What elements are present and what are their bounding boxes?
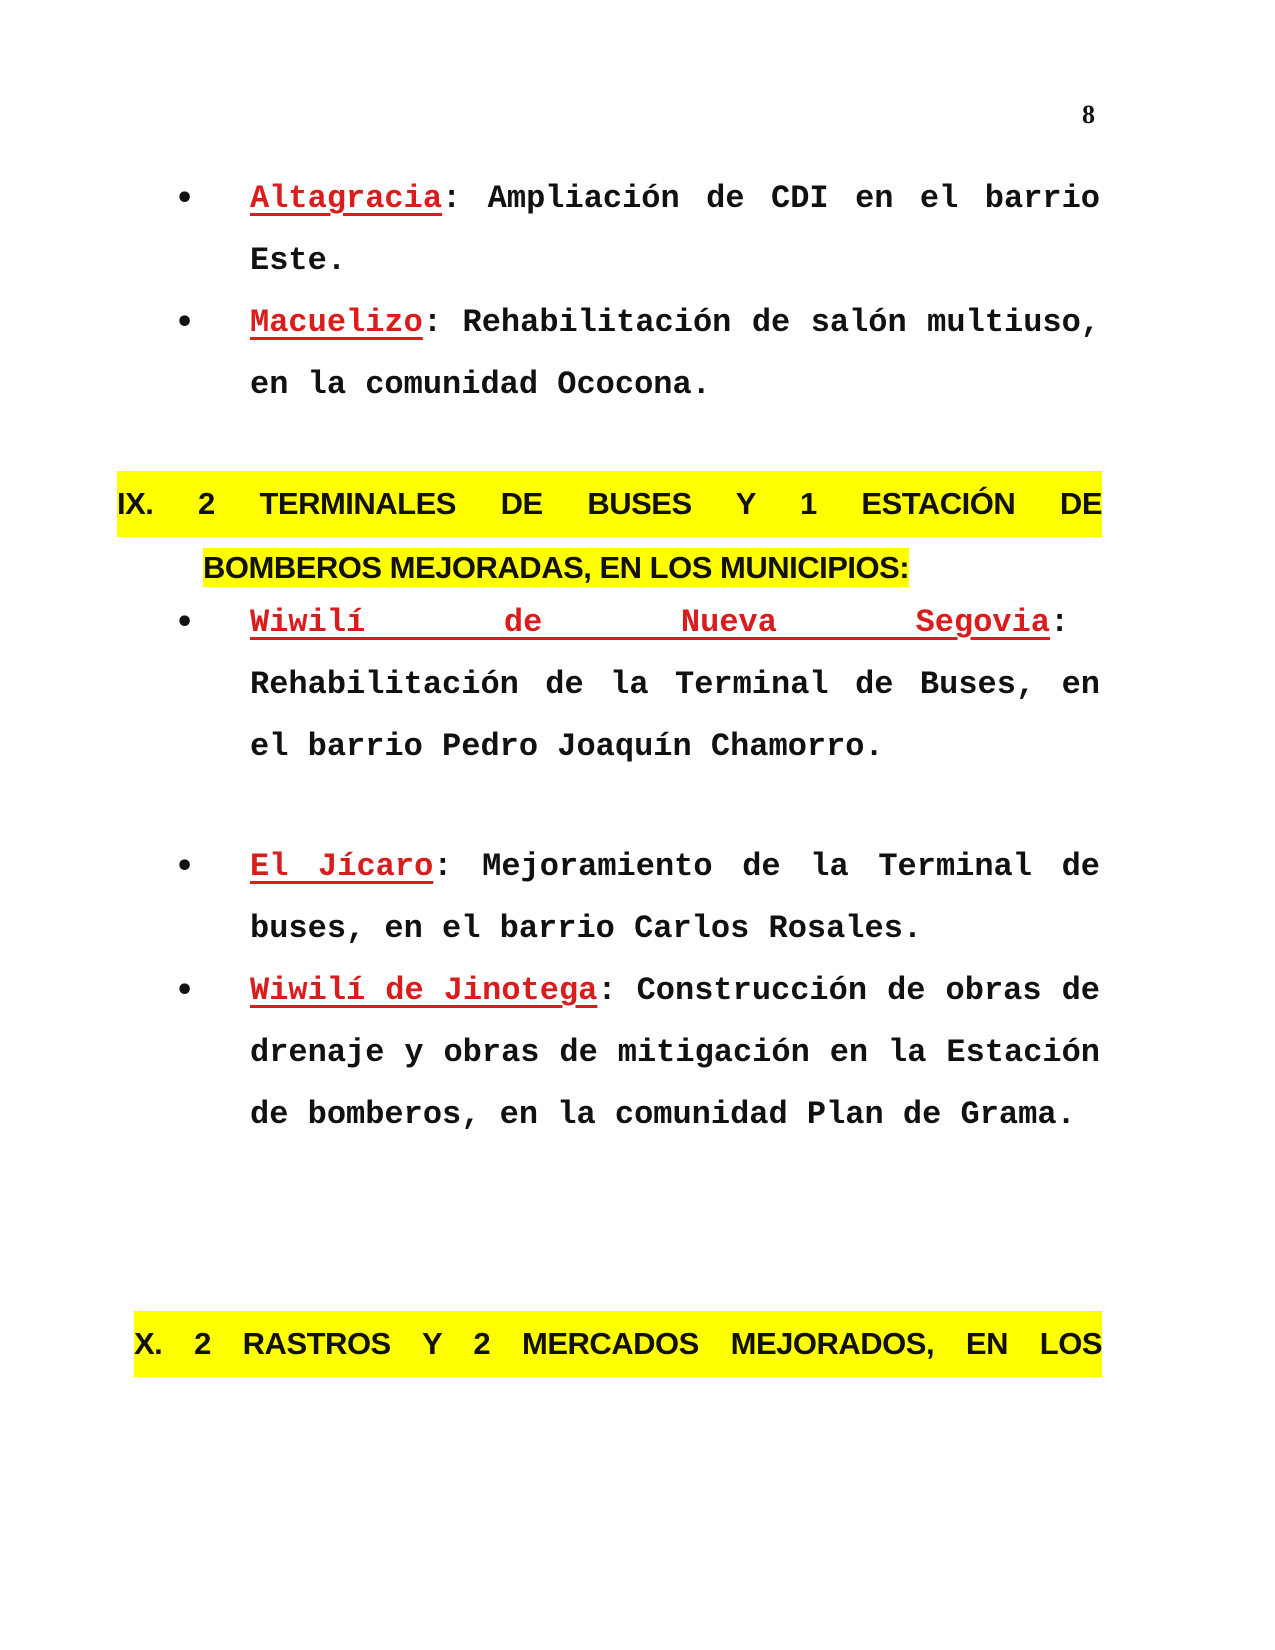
municipality-name: Wiwilí de Nueva Segovia bbox=[250, 604, 1050, 641]
section-heading-x bbox=[134, 1311, 1102, 1377]
page-number: 8 bbox=[1082, 100, 1095, 129]
section-heading-ix bbox=[117, 471, 1102, 599]
municipality-name: Altagracia bbox=[250, 180, 443, 217]
heading-line-1: IX. 2 TERMINALES DE BUSES Y 1 ESTACIÓN DE bbox=[117, 471, 1102, 537]
list-item bbox=[250, 960, 1100, 1146]
item-description: : Mejoramiento de la Terminal de buses, en el barrio Carlos Rosales. bbox=[250, 848, 1101, 947]
heading-line-2: BOMBEROS MEJORADAS, EN LOS MUNICIPIOS: bbox=[203, 550, 910, 585]
item-description: : Ampliación de CDI en el barrio Este. bbox=[250, 180, 1100, 279]
item-description: : Rehabilitación de salón multiuso, en la comunidad Ococona. bbox=[250, 304, 1100, 403]
list-item bbox=[250, 292, 1100, 416]
municipality-name: Wiwilí de Jinotega bbox=[250, 972, 598, 1009]
list-item bbox=[250, 168, 1100, 292]
list-item bbox=[250, 592, 1100, 778]
item-description: : Rehabilitación de la Terminal de Buses, en el barrio Pedro Joaquín Chamorro. bbox=[250, 604, 1100, 765]
item-description: : Construcción de obras de drenaje y obras de mitigación en la Estación de bomberos, en la comunidad Plan de Grama. bbox=[250, 972, 1100, 1133]
list-item bbox=[250, 836, 1100, 960]
heading-line-1: X. 2 RASTROS Y 2 MERCADOS MEJORADOS, EN LOS bbox=[134, 1311, 1102, 1377]
municipality-name: El Jícaro bbox=[250, 848, 434, 885]
municipality-name: Macuelizo bbox=[250, 304, 423, 341]
